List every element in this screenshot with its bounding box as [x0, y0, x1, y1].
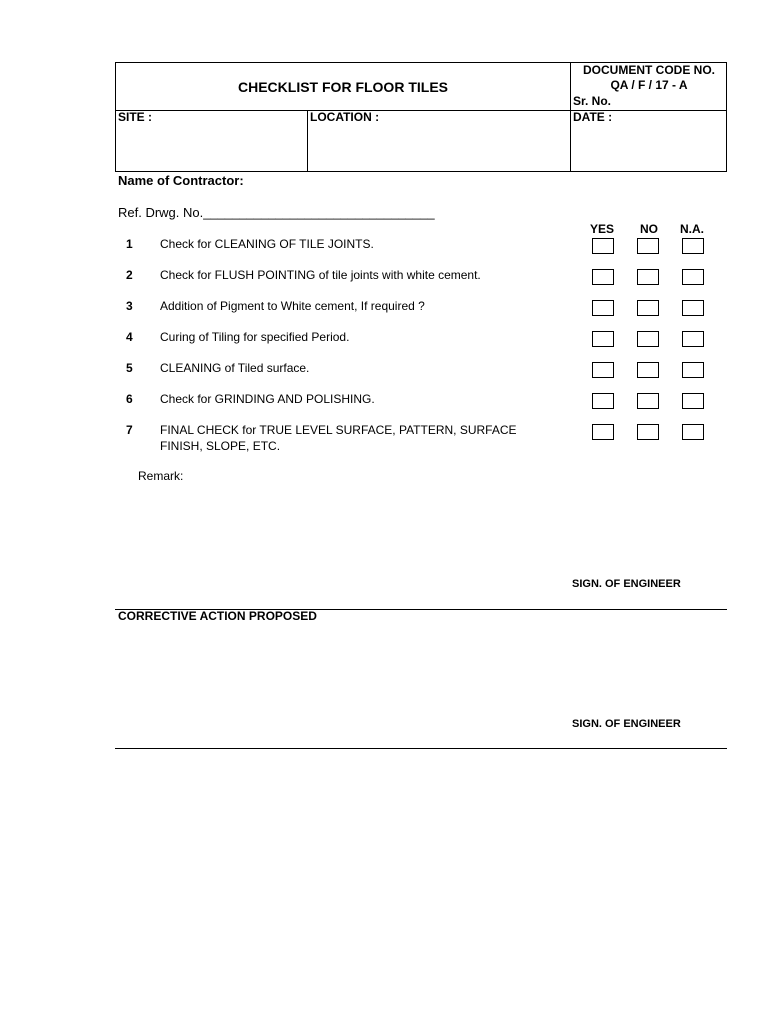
checkbox-na[interactable] — [682, 393, 704, 409]
divider — [115, 748, 727, 749]
item-number: 3 — [126, 299, 133, 313]
location-label: LOCATION : — [310, 110, 380, 124]
title-cell — [116, 63, 570, 110]
checkbox-na[interactable] — [682, 238, 704, 254]
checkbox-na[interactable] — [682, 331, 704, 347]
site-location-divider — [307, 110, 308, 172]
checkbox-yes[interactable] — [592, 424, 614, 440]
contractor-label: Name of Contractor: — [118, 173, 244, 188]
item-number: 2 — [126, 268, 133, 282]
item-text: Check for CLEANING OF TILE JOINTS. — [160, 237, 374, 251]
ref-drawing-field[interactable]: Ref. Drwg. No.________________________________ — [118, 205, 435, 220]
item-number: 6 — [126, 392, 133, 406]
header-table — [115, 62, 727, 172]
date-label: DATE : — [573, 110, 613, 124]
doc-code-value: QA / F / 17 - A — [610, 78, 688, 92]
sr-no-label: Sr. No. — [573, 94, 612, 108]
checkbox-na[interactable] — [682, 300, 704, 316]
item-text: CLEANING of Tiled surface. — [160, 361, 310, 375]
column-no: NO — [640, 222, 658, 236]
checkbox-no[interactable] — [637, 362, 659, 378]
column-yes: YES — [590, 222, 615, 236]
checkbox-no[interactable] — [637, 300, 659, 316]
item-text: FINAL CHECK for TRUE LEVEL SURFACE, PATTERN, SURFACE FINISH, SLOPE, ETC. — [160, 423, 517, 453]
engineer-signature-label: SIGN. OF ENGINEER — [572, 578, 681, 590]
checkbox-yes[interactable] — [592, 331, 614, 347]
checkbox-na[interactable] — [682, 269, 704, 285]
item-number: 7 — [126, 423, 133, 437]
page-title: CHECKLIST FOR FLOOR TILES — [238, 79, 448, 95]
item-text: Check for GRINDING AND POLISHING. — [160, 392, 375, 406]
checkbox-no[interactable] — [637, 331, 659, 347]
corrective-action-label: CORRECTIVE ACTION PROPOSED — [118, 609, 317, 623]
item-text: Addition of Pigment to White cement, If required ? — [160, 299, 425, 313]
checkbox-yes[interactable] — [592, 393, 614, 409]
header-divider — [116, 110, 726, 111]
checkbox-yes[interactable] — [592, 269, 614, 285]
engineer-signature-label: SIGN. OF ENGINEER — [572, 718, 681, 730]
item-text: Check for FLUSH POINTING of tile joints with white cement. — [160, 268, 481, 282]
checkbox-no[interactable] — [637, 393, 659, 409]
document-code-cell — [570, 63, 727, 110]
checkbox-no[interactable] — [637, 238, 659, 254]
checkbox-yes[interactable] — [592, 362, 614, 378]
column-na: N.A. — [680, 222, 704, 236]
doc-code-label: DOCUMENT CODE NO. — [583, 63, 715, 77]
item-number: 1 — [126, 237, 133, 251]
remark-label: Remark: — [138, 469, 184, 483]
item-text: Curing of Tiling for specified Period. — [160, 330, 350, 344]
checkbox-no[interactable] — [637, 424, 659, 440]
checkbox-no[interactable] — [637, 269, 659, 285]
checkbox-na[interactable] — [682, 362, 704, 378]
item-number: 4 — [126, 330, 133, 344]
location-date-divider — [570, 110, 571, 172]
site-label: SITE : — [118, 110, 153, 124]
checkbox-yes[interactable] — [592, 300, 614, 316]
checkbox-yes[interactable] — [592, 238, 614, 254]
checkbox-na[interactable] — [682, 424, 704, 440]
item-number: 5 — [126, 361, 133, 375]
